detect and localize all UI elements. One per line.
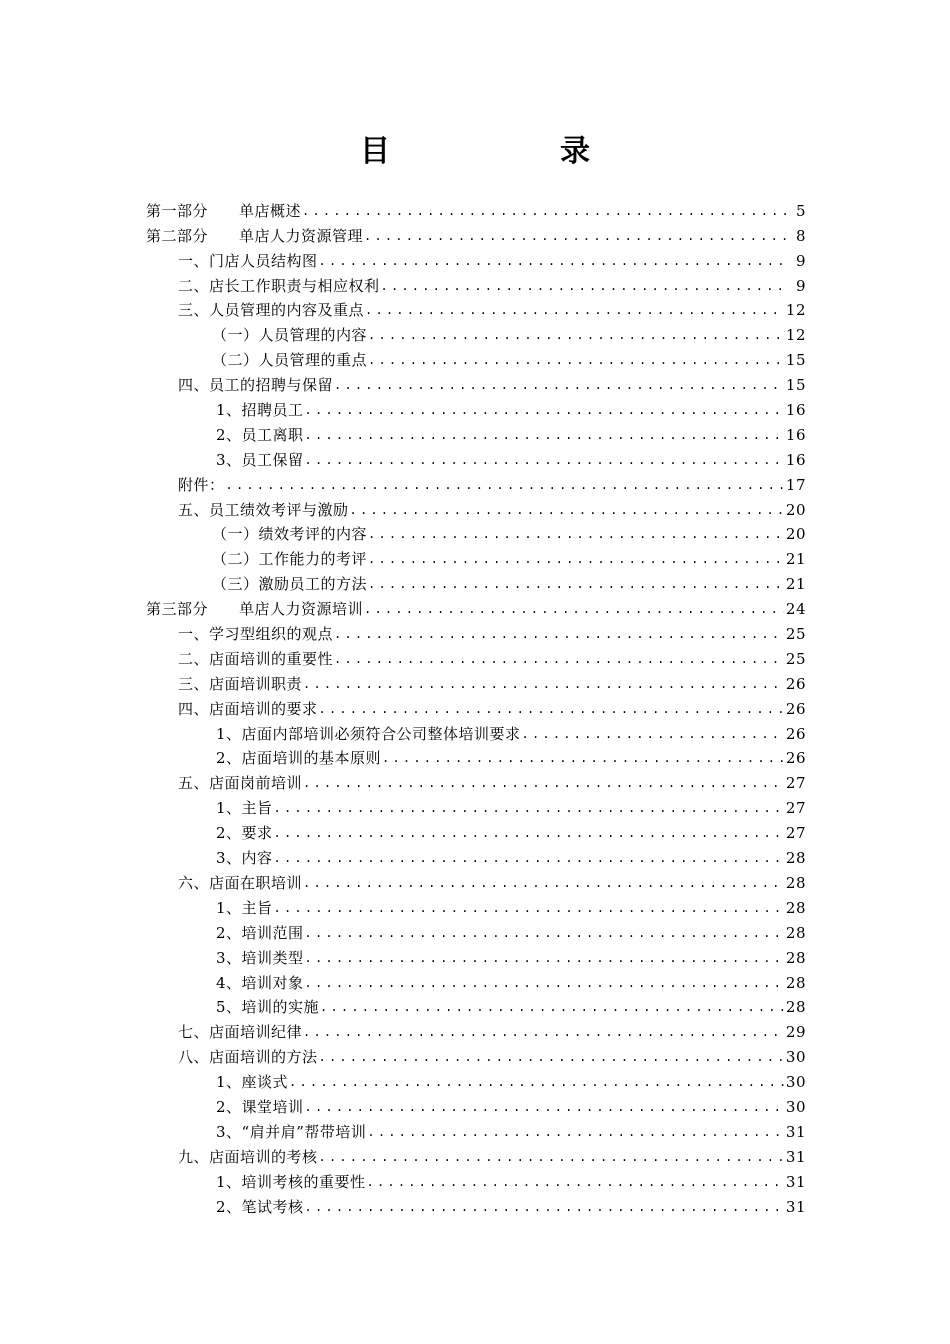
toc-dot-leader <box>334 624 784 644</box>
toc-entry[interactable] <box>146 893 806 918</box>
toc-entry-label: （二）人员管理的重点 <box>212 351 368 370</box>
toc-entry[interactable] <box>146 993 806 1018</box>
toc-dot-leader <box>305 400 784 420</box>
toc-dot-leader <box>226 475 784 495</box>
toc-entry-page-number: 21 <box>785 575 806 594</box>
toc-entry-label: 一、门店人员结构图 <box>178 251 318 270</box>
toc-entry-label: 2、课堂培训 <box>216 1097 304 1116</box>
toc-dot-leader <box>303 773 784 793</box>
toc-entry-page-number: 5 <box>795 201 806 220</box>
toc-dot-leader <box>319 1147 784 1167</box>
toc-entry[interactable] <box>146 619 806 644</box>
toc-entry[interactable] <box>146 544 806 569</box>
toc-entry-page-number: 27 <box>785 774 806 793</box>
toc-entry-label: 二、店长工作职责与相应权利 <box>178 276 380 295</box>
toc-entry-page-number: 30 <box>785 1073 806 1092</box>
toc-entry[interactable] <box>146 1167 806 1192</box>
toc-entry[interactable] <box>146 196 806 221</box>
toc-entry-label: 四、员工的招聘与保留 <box>178 376 334 395</box>
toc-entry-page-number: 21 <box>785 550 806 569</box>
toc-dot-leader <box>305 1097 784 1117</box>
toc-entry-page-number: 29 <box>785 1023 806 1042</box>
toc-dot-leader <box>305 973 784 993</box>
toc-entry-label: 五、店面岗前培训 <box>178 774 303 793</box>
toc-entry[interactable] <box>146 1017 806 1042</box>
toc-entry[interactable] <box>146 495 806 520</box>
toc-entry[interactable] <box>146 1042 806 1067</box>
toc-entry-page-number: 16 <box>785 450 806 469</box>
toc-entry-page-number: 27 <box>785 799 806 818</box>
toc-entry-page-number: 25 <box>785 625 806 644</box>
toc-dot-leader <box>274 898 784 918</box>
toc-dot-leader <box>522 724 784 744</box>
toc-entry-page-number: 17 <box>785 475 806 494</box>
toc-entry-label: （一）人员管理的内容 <box>212 326 368 345</box>
toc-entry-page-number: 28 <box>785 873 806 892</box>
toc-entry-page-number: 28 <box>785 973 806 992</box>
toc-entry[interactable] <box>146 943 806 968</box>
toc-entry-label: （三）激励员工的方法 <box>212 575 368 594</box>
toc-dot-leader <box>319 1047 784 1067</box>
toc-entry-label: 四、店面培训的要求 <box>178 699 318 718</box>
toc-entry[interactable] <box>146 719 806 744</box>
toc-entry[interactable] <box>146 1067 806 1092</box>
toc-entry-label: 1、主旨 <box>216 799 273 818</box>
toc-dot-leader <box>368 524 784 544</box>
toc-entry[interactable] <box>146 345 806 370</box>
toc-entry-label: 2、店面培训的基本原则 <box>216 749 382 768</box>
toc-entry[interactable] <box>146 644 806 669</box>
toc-entry-page-number: 30 <box>785 1097 806 1116</box>
toc-entry-label: 九、店面培训的考核 <box>178 1147 318 1166</box>
toc-entry[interactable] <box>146 843 806 868</box>
toc-entry-page-number: 16 <box>785 401 806 420</box>
toc-entry-label: 1、座谈式 <box>216 1073 289 1092</box>
toc-entry-page-number: 31 <box>785 1122 806 1141</box>
toc-entry-page-number: 12 <box>785 326 806 345</box>
toc-entry-label: 1、店面内部培训必须符合公司整体培训要求 <box>216 724 521 743</box>
toc-entry-label: 2、培训范围 <box>216 923 304 942</box>
toc-entry-label: 3、“肩并肩”帮带培训 <box>216 1122 367 1141</box>
toc-entry-page-number: 24 <box>785 600 806 619</box>
toc-entry-label: 1、培训考核的重要性 <box>216 1172 366 1191</box>
toc-dot-leader <box>368 574 784 594</box>
toc-dot-leader <box>367 1122 784 1142</box>
toc-entry[interactable] <box>146 669 806 694</box>
toc-dot-leader <box>368 549 784 569</box>
toc-dot-leader <box>319 251 788 271</box>
toc-entry-label: 2、笔试考核 <box>216 1197 304 1216</box>
toc-entry-page-number: 28 <box>785 923 806 942</box>
toc-entry-label: 附件： <box>178 475 225 494</box>
toc-entry-page-number: 28 <box>785 849 806 868</box>
toc-entry-page-number: 20 <box>785 500 806 519</box>
toc-entry-label: 三、人员管理的内容及重点 <box>178 301 365 320</box>
toc-entry-page-number: 15 <box>785 351 806 370</box>
toc-entry-label: 三、店面培训职责 <box>178 674 303 693</box>
toc-entry-label: 3、内容 <box>216 849 273 868</box>
toc-dot-leader <box>368 325 784 345</box>
toc-entry[interactable] <box>146 470 806 495</box>
toc-entry-label: 二、店面培训的重要性 <box>178 649 334 668</box>
toc-entry[interactable] <box>146 296 806 321</box>
toc-dot-leader <box>334 375 784 395</box>
toc-entry[interactable] <box>146 1142 806 1167</box>
toc-entry[interactable] <box>146 221 806 246</box>
toc-entry-page-number: 26 <box>785 724 806 743</box>
toc-entry[interactable] <box>146 818 806 843</box>
toc-entry-page-number: 20 <box>785 525 806 544</box>
toc-entry[interactable] <box>146 395 806 420</box>
toc-entry-page-number: 30 <box>785 1048 806 1067</box>
toc-dot-leader <box>319 699 784 719</box>
toc-dot-leader <box>364 599 784 619</box>
toc-entry-page-number: 9 <box>795 251 806 270</box>
toc-entry[interactable] <box>146 1192 806 1217</box>
toc-entry[interactable] <box>146 420 806 445</box>
toc-dot-leader <box>368 350 784 370</box>
toc-entry-label: 第三部分 单店人力资源培训 <box>146 600 364 619</box>
toc-entry-label: 五、员工绩效考评与激励 <box>178 500 349 519</box>
toc-dot-leader <box>365 300 784 320</box>
toc-dot-leader <box>303 1022 784 1042</box>
toc-entry-label: 六、店面在职培训 <box>178 873 303 892</box>
toc-dot-leader <box>302 201 788 221</box>
toc-entry-page-number: 16 <box>785 425 806 444</box>
toc-entry-page-number: 31 <box>785 1197 806 1216</box>
toc-dot-leader <box>350 500 784 520</box>
toc-dot-leader <box>320 997 784 1017</box>
toc-entry[interactable] <box>146 868 806 893</box>
toc-entry-page-number: 9 <box>795 276 806 295</box>
toc-entry-label: 5、培训的实施 <box>216 998 320 1017</box>
toc-dot-leader <box>305 425 784 445</box>
toc-entry-label: 2、员工离职 <box>216 425 304 444</box>
toc-entry-label: 1、主旨 <box>216 898 273 917</box>
toc-entry-label: 八、店面培训的方法 <box>178 1048 318 1067</box>
toc-dot-leader <box>274 798 784 818</box>
toc-entry-page-number: 31 <box>785 1172 806 1191</box>
toc-entry-page-number: 28 <box>785 898 806 917</box>
toc-entry[interactable] <box>146 1092 806 1117</box>
toc-entry-label: 3、培训类型 <box>216 948 304 967</box>
toc-entry-page-number: 31 <box>785 1147 806 1166</box>
toc-entry-label: 2、要求 <box>216 824 273 843</box>
toc-entry[interactable] <box>146 271 806 296</box>
toc-entry-page-number: 28 <box>785 998 806 1017</box>
toc-dot-leader <box>334 649 784 669</box>
toc-dot-leader <box>289 1072 784 1092</box>
toc-entry[interactable] <box>146 968 806 993</box>
toc-dot-leader <box>274 823 784 843</box>
toc-dot-leader <box>303 674 784 694</box>
toc-list <box>146 196 806 1217</box>
toc-entry-page-number: 26 <box>785 749 806 768</box>
toc-dot-leader <box>364 226 788 246</box>
toc-entry-page-number: 8 <box>795 226 806 245</box>
toc-dot-leader <box>305 948 784 968</box>
toc-entry[interactable] <box>146 918 806 943</box>
toc-dot-leader <box>367 1172 784 1192</box>
toc-entry[interactable] <box>146 1117 806 1142</box>
toc-entry[interactable] <box>146 594 806 619</box>
toc-entry-label: 七、店面培训纪律 <box>178 1023 303 1042</box>
toc-entry[interactable] <box>146 520 806 545</box>
toc-entry-label: （一）绩效考评的内容 <box>212 525 368 544</box>
toc-entry-page-number: 15 <box>785 376 806 395</box>
toc-entry-page-number: 26 <box>785 674 806 693</box>
toc-dot-leader <box>305 1197 784 1217</box>
toc-entry-page-number: 26 <box>785 699 806 718</box>
toc-entry-page-number: 27 <box>785 824 806 843</box>
toc-dot-leader <box>381 276 788 296</box>
toc-entry[interactable] <box>146 370 806 395</box>
toc-entry[interactable] <box>146 445 806 470</box>
toc-dot-leader <box>274 848 784 868</box>
toc-entry[interactable] <box>146 246 806 271</box>
toc-dot-leader <box>305 923 784 943</box>
toc-entry-page-number: 28 <box>785 948 806 967</box>
toc-entry-label: 4、培训对象 <box>216 973 304 992</box>
toc-title: 目 录 <box>360 134 660 169</box>
toc-entry-label: 1、招聘员工 <box>216 401 304 420</box>
toc-dot-leader <box>382 748 784 768</box>
toc-entry[interactable] <box>146 320 806 345</box>
toc-entry-label: 3、员工保留 <box>216 450 304 469</box>
toc-entry-label: （二）工作能力的考评 <box>212 550 368 569</box>
toc-dot-leader <box>303 873 784 893</box>
toc-entry[interactable] <box>146 793 806 818</box>
toc-entry[interactable] <box>146 768 806 793</box>
toc-entry[interactable] <box>146 694 806 719</box>
toc-entry-label: 第一部分 单店概述 <box>146 201 302 220</box>
toc-entry[interactable] <box>146 744 806 769</box>
toc-entry[interactable] <box>146 569 806 594</box>
toc-dot-leader <box>305 450 784 470</box>
toc-entry-label: 第二部分 单店人力资源管理 <box>146 226 364 245</box>
toc-entry-page-number: 12 <box>785 301 806 320</box>
toc-entry-page-number: 25 <box>785 649 806 668</box>
toc-entry-label: 一、学习型组织的观点 <box>178 625 334 644</box>
